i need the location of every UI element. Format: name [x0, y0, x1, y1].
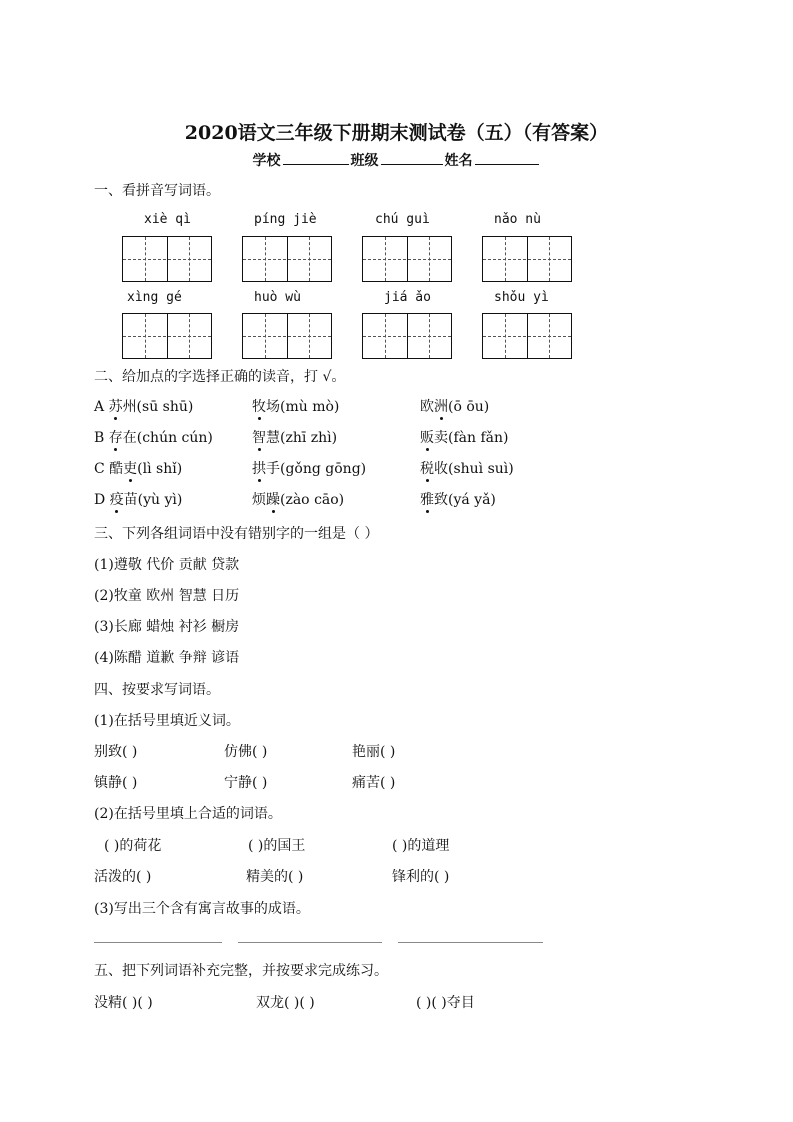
writing-grid[interactable] [242, 313, 332, 359]
dotted-char: 牧 [252, 396, 266, 416]
pinyin-label: huò wù [254, 290, 301, 305]
dotted-char: 躁 [266, 489, 280, 509]
section-2-heading: 二、给加点的字选择正确的读音，打 √。 [94, 369, 346, 385]
fill-blank[interactable]: 双龙( )( ) [256, 995, 315, 1011]
writing-grid[interactable] [122, 236, 212, 282]
reading-choice[interactable]: 税收(shuì suì) [420, 458, 514, 478]
reading-choice[interactable]: 雅致(yá yǎ) [420, 489, 496, 509]
name-blank[interactable] [475, 150, 539, 165]
section-1-heading: 一、看拼音写词语。 [94, 183, 220, 199]
fill-blank[interactable]: 锋利的( ) [392, 869, 450, 885]
pinyin-label: xìng gé [127, 290, 182, 305]
reading-choice[interactable]: B 存在(chún cún) [94, 427, 213, 447]
name-label: 姓名 [444, 153, 473, 169]
reading-choice[interactable]: 贩卖(fàn fǎn) [420, 427, 508, 447]
fill-blank[interactable]: 镇静( ) [94, 775, 138, 791]
reading-choice[interactable]: 拱手(gǒng gōng) [252, 458, 366, 478]
reading-choice[interactable]: D 疫苗(yù yì) [94, 489, 182, 509]
writing-grid[interactable] [122, 313, 212, 359]
writing-grid[interactable] [362, 236, 452, 282]
fill-blank[interactable]: 没精( )( ) [94, 995, 153, 1011]
fill-blank[interactable]: 仿佛( ) [224, 744, 268, 760]
fill-blank[interactable]: 精美的( ) [246, 869, 304, 885]
answer-line[interactable] [398, 942, 543, 943]
answer-line[interactable] [94, 942, 222, 943]
fill-blank[interactable]: ( )( )夺目 [416, 995, 475, 1011]
school-label: 学校 [252, 153, 281, 169]
reading-choice[interactable]: 牧场(mù mò) [252, 396, 339, 416]
class-blank[interactable] [381, 150, 443, 165]
dotted-char: 拱 [252, 458, 266, 478]
page-title: 2020语文三年级下册期末测试卷（五）（有答案） [184, 122, 609, 144]
sub-question: (3)写出三个含有寓言故事的成语。 [94, 901, 310, 917]
reading-choice[interactable]: C 酷吏(lì shǐ) [94, 458, 182, 478]
fill-blank[interactable]: 艳丽( ) [352, 744, 396, 760]
option-item[interactable]: (2)牧童 欧州 智慧 日历 [94, 588, 240, 604]
reading-choice[interactable]: 智慧(zhī zhì) [252, 427, 337, 447]
dotted-char: 吏 [123, 458, 137, 478]
section-4-heading: 四、按要求写词语。 [94, 682, 220, 698]
fill-blank[interactable]: 痛苦( ) [352, 775, 396, 791]
reading-choice[interactable]: A 苏州(sū shū) [94, 396, 193, 416]
option-item[interactable]: (4)陈醋 道歉 争辩 谚语 [94, 650, 240, 666]
dotted-char: 税 [420, 458, 434, 478]
dotted-char: 苏 [109, 396, 123, 416]
sub-question: (2)在括号里填上合适的词语。 [94, 806, 282, 822]
fill-blank[interactable]: ( )的道理 [392, 838, 450, 854]
dotted-char: 疫 [110, 489, 124, 509]
pinyin-label: jiá ǎo [384, 290, 431, 305]
dotted-char: 存 [109, 427, 123, 447]
section-3-heading: 三、下列各组词语中没有错别字的一组是（ ） [94, 526, 379, 542]
fill-blank[interactable]: 别致( ) [94, 744, 138, 760]
reading-choice[interactable]: 欧洲(ō ōu) [420, 396, 489, 416]
pinyin-label: chú guì [375, 212, 430, 227]
dotted-char: 智 [252, 427, 266, 447]
section-5-heading: 五、把下列词语补充完整，并按要求完成练习。 [94, 963, 388, 979]
dotted-char: 洲 [434, 396, 448, 416]
fill-blank[interactable]: ( )的国王 [248, 838, 306, 854]
writing-grid[interactable] [242, 236, 332, 282]
answer-line[interactable] [238, 942, 382, 943]
writing-grid[interactable] [482, 313, 572, 359]
reading-choice[interactable]: 烦躁(zào cāo) [252, 489, 344, 509]
pinyin-label: nǎo nù [494, 212, 541, 227]
sub-question: (1)在括号里填近义词。 [94, 713, 240, 729]
student-info-line [0, 150, 793, 170]
fill-blank[interactable]: 活泼的( ) [94, 869, 152, 885]
pinyin-label: xiè qì [144, 212, 191, 227]
class-label: 班级 [350, 153, 379, 169]
writing-grid[interactable] [362, 313, 452, 359]
school-blank[interactable] [283, 150, 349, 165]
option-item[interactable]: (1)遵敬 代价 贡献 贷款 [94, 557, 240, 573]
dotted-char: 雅 [420, 489, 434, 509]
fill-blank[interactable]: 宁静( ) [224, 775, 268, 791]
fill-blank[interactable]: ( )的荷花 [104, 838, 162, 854]
dotted-char: 贩 [420, 427, 434, 447]
pinyin-label: shǒu yì [494, 290, 549, 305]
writing-grid[interactable] [482, 236, 572, 282]
option-item[interactable]: (3)长廊 蜡烛 衬衫 橱房 [94, 619, 240, 635]
pinyin-label: píng jiè [254, 212, 317, 227]
